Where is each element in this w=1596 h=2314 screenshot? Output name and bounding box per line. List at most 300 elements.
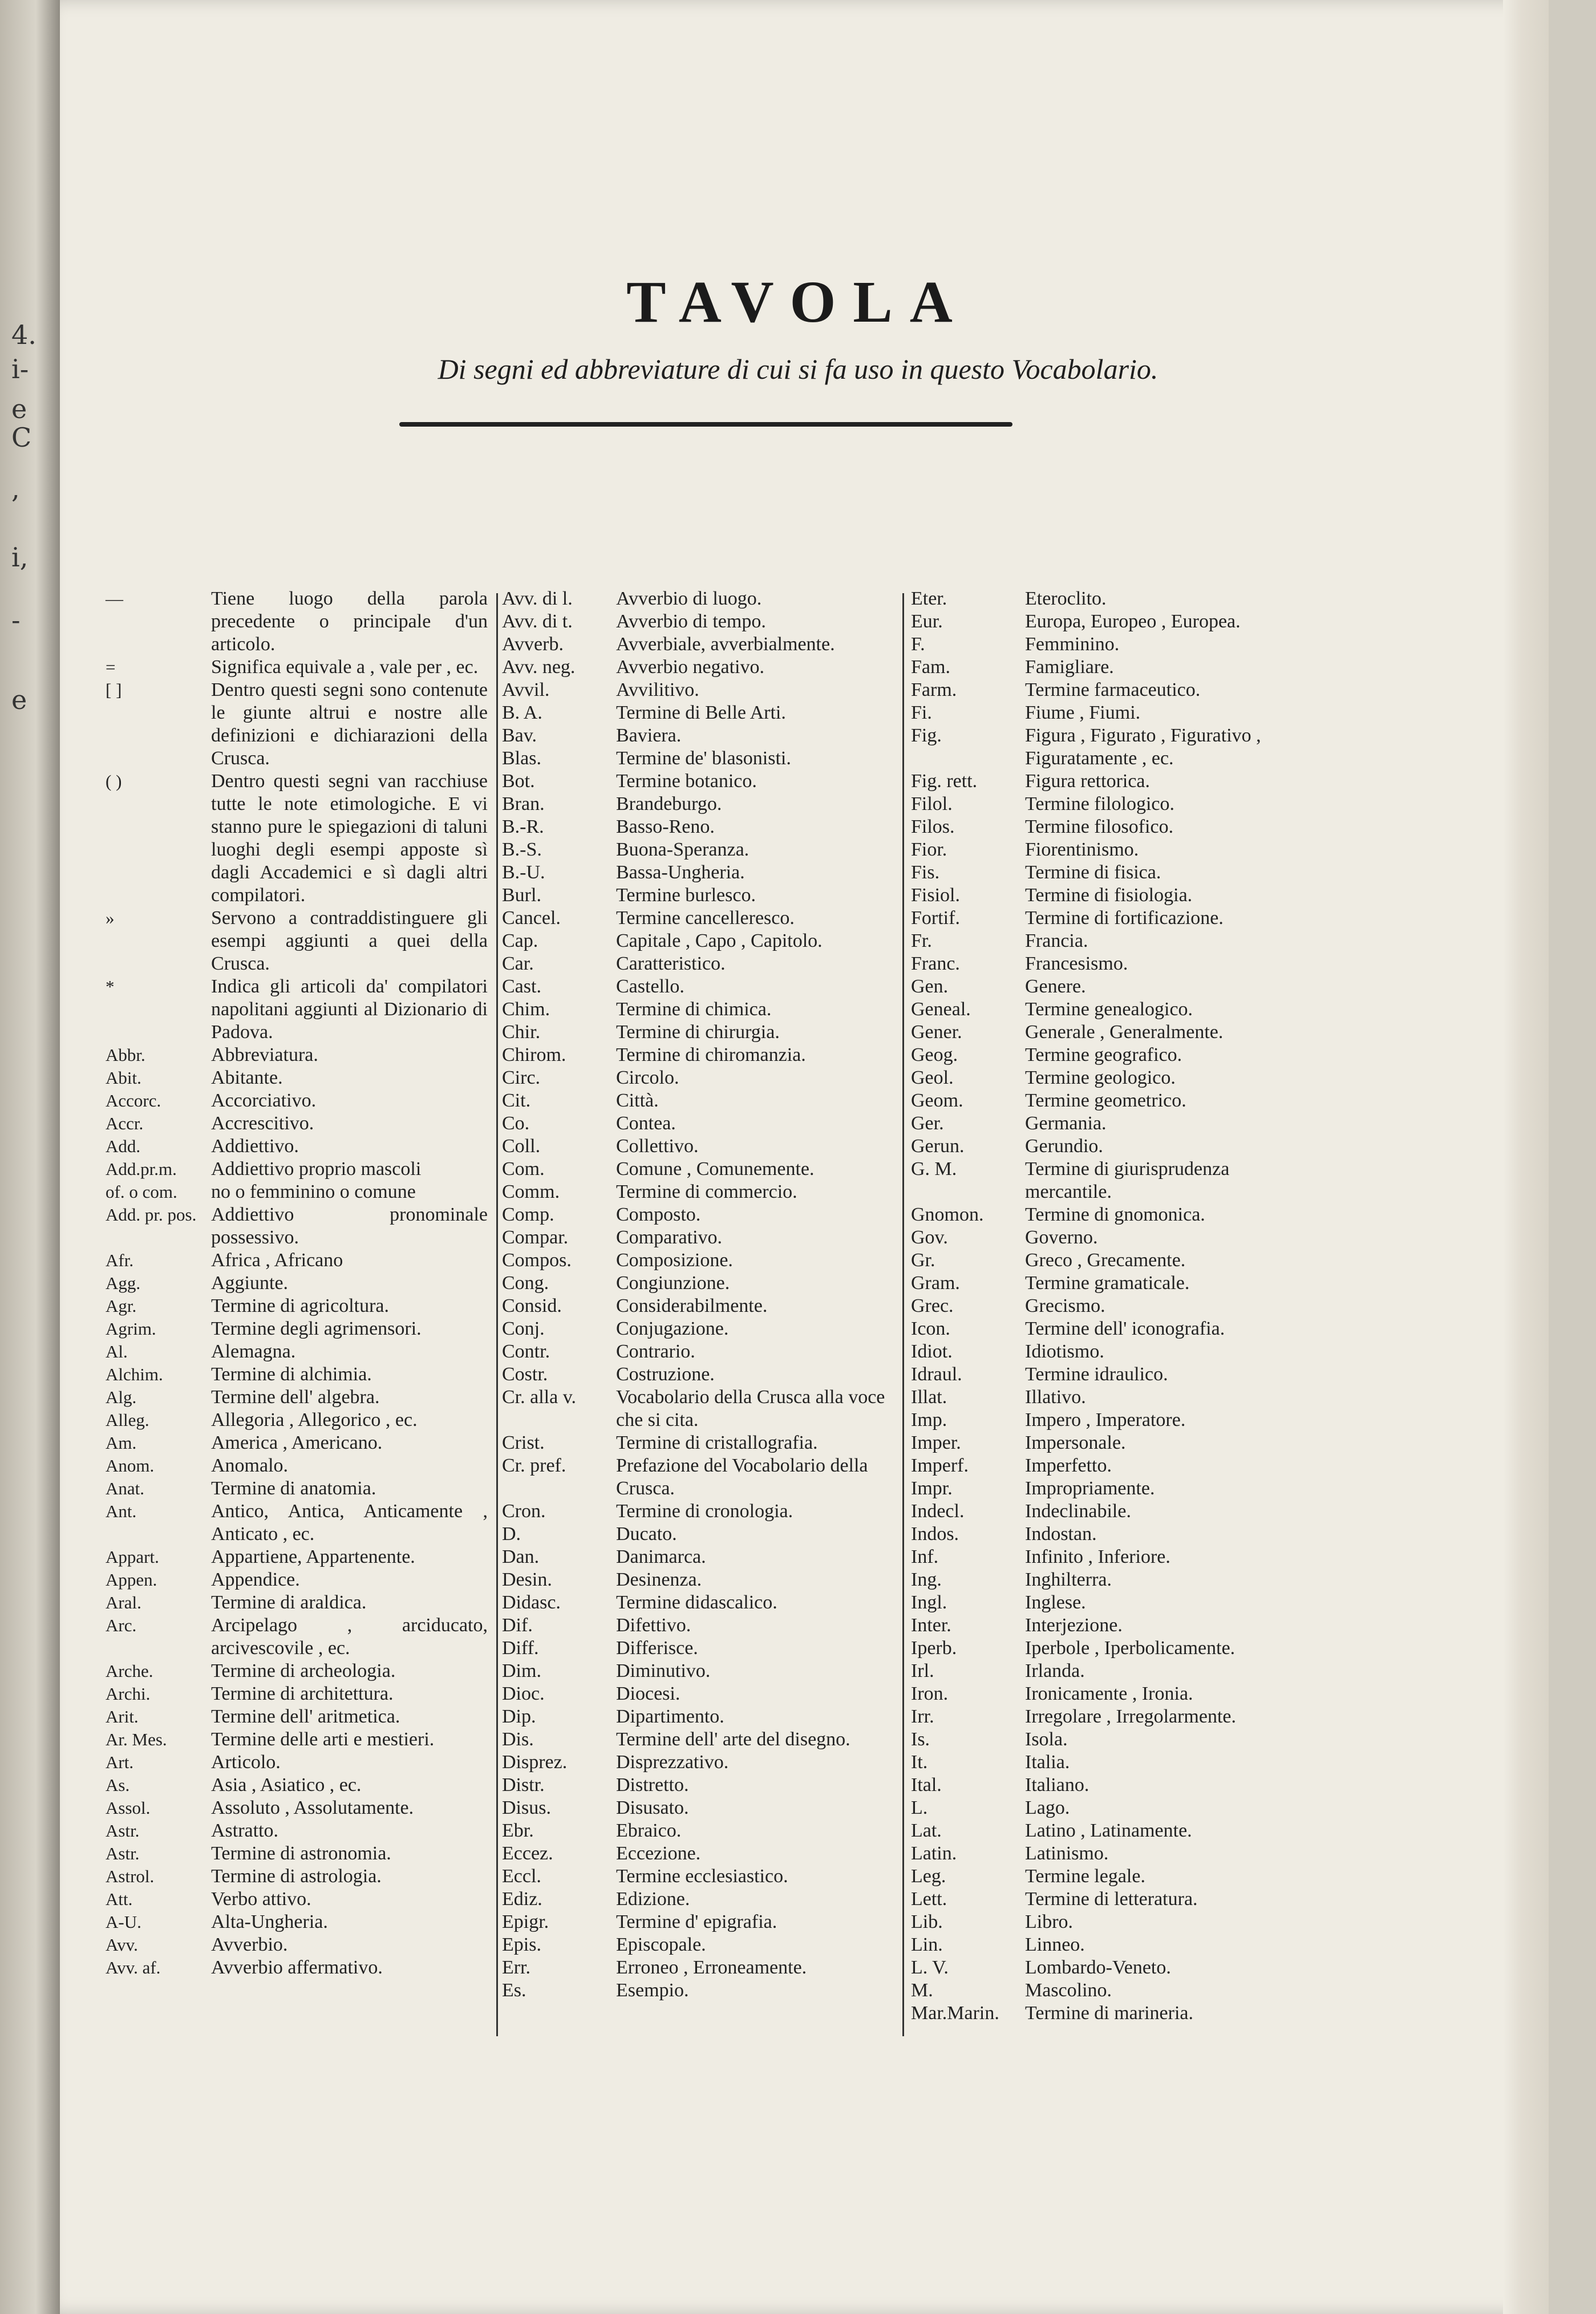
entry-definition: Eteroclito.: [1025, 588, 1107, 609]
entry-row: [502, 1454, 896, 1500]
entry-row: [911, 1021, 1305, 1044]
entry-definition: Greco , Grecamente.: [1025, 1250, 1186, 1271]
margin-fragment: 4.: [11, 319, 37, 350]
entry-row: [106, 1386, 488, 1409]
entry-definition: Termine cancelleresco.: [616, 907, 795, 929]
margin-fragment: e: [11, 684, 27, 715]
entry-abbreviation: of. o com.: [106, 1182, 177, 1202]
entry-row: [106, 1272, 488, 1295]
entry-definition: Avverbio affermativo.: [211, 1957, 383, 1978]
entry-definition: Allegoria , Allegorico , ec.: [211, 1409, 418, 1430]
entry-definition: Termine genealogico.: [1025, 999, 1193, 1020]
entry-definition: Irregolare , Irregolarmente.: [1025, 1706, 1236, 1727]
entry-row: [502, 1683, 896, 1705]
entry-definition: Servono a contraddistinguere gli esempi aggiunti a quei della Crusca.: [211, 907, 488, 974]
entry-abbreviation: Anom.: [106, 1456, 155, 1476]
entry-abbreviation: Latin.: [911, 1843, 957, 1864]
entry-definition: Termine di chiromanzia.: [616, 1044, 806, 1065]
entry-abbreviation: Appen.: [106, 1570, 157, 1590]
entry-abbreviation: Iperb.: [911, 1638, 957, 1659]
entry-row: [911, 975, 1305, 998]
title-rule: [399, 422, 1012, 427]
entry-definition: Dipartimento.: [616, 1706, 724, 1727]
entry-abbreviation: G. M.: [911, 1158, 957, 1180]
entry-definition: Generale , Generalmente.: [1025, 1022, 1224, 1043]
entry-abbreviation: Ger.: [911, 1113, 944, 1134]
entry-definition: Appendice.: [211, 1569, 300, 1590]
entry-abbreviation: Avv. af.: [106, 1958, 161, 1977]
entry-abbreviation: =: [106, 657, 116, 677]
entry-definition: Figura rettorica.: [1025, 771, 1151, 792]
entry-row: [502, 633, 896, 656]
entry-abbreviation: Gov.: [911, 1227, 948, 1248]
entry-abbreviation: Arit.: [106, 1707, 139, 1727]
entry-row: [911, 1226, 1305, 1249]
entry-abbreviation: Cast.: [502, 976, 541, 997]
entry-abbreviation: Crist.: [502, 1432, 545, 1453]
entry-abbreviation: A-U.: [106, 1912, 141, 1932]
entry-abbreviation: [ ]: [106, 680, 122, 700]
entry-row: [502, 1705, 896, 1728]
entry-row: [502, 1865, 896, 1888]
entry-definition: Termine geometrico.: [1025, 1090, 1186, 1111]
entry-definition: Baviera.: [616, 725, 682, 746]
entry-definition: Disprezzativo.: [616, 1752, 729, 1773]
entry-row: [502, 1751, 896, 1774]
entry-row: [911, 1591, 1305, 1614]
entry-abbreviation: Leg.: [911, 1866, 946, 1887]
entry-row: [502, 930, 896, 953]
entry-definition: Italiano.: [1025, 1774, 1089, 1796]
entry-row: [911, 770, 1305, 793]
entry-row: [911, 930, 1305, 953]
entry-abbreviation: Comm.: [502, 1181, 560, 1202]
entry-row: [911, 633, 1305, 656]
entry-definition: Africa , Africano: [211, 1250, 343, 1271]
entry-abbreviation: Disprez.: [502, 1752, 568, 1773]
entry-abbreviation: Lat.: [911, 1820, 942, 1841]
entry-row: [502, 1546, 896, 1569]
entry-abbreviation: B.-R.: [502, 816, 544, 837]
entry-row: [106, 1089, 488, 1112]
entry-definition: Comune , Comunemente.: [616, 1158, 815, 1180]
entry-row: [502, 1956, 896, 1979]
margin-fragment: i,: [11, 542, 29, 573]
entry-row: [106, 1911, 488, 1934]
entry-abbreviation: Astrol.: [106, 1866, 155, 1886]
entry-row: [502, 1614, 896, 1637]
entry-row: [911, 1979, 1305, 2002]
entry-row: [106, 587, 488, 656]
entry-abbreviation: Avvil.: [502, 679, 550, 700]
entry-row: [911, 1249, 1305, 1272]
entry-row: [911, 1454, 1305, 1477]
entry-abbreviation: Art.: [106, 1752, 134, 1772]
entry-abbreviation: »: [106, 908, 115, 928]
entry-definition: Antico, Antica, Anticamente , Anticato , ec.: [211, 1501, 488, 1545]
entry-abbreviation: Ediz.: [502, 1889, 542, 1910]
entry-row: [911, 1956, 1305, 1979]
entry-row: [106, 1203, 488, 1249]
entry-row: [911, 1934, 1305, 1956]
entry-definition: Eccezione.: [616, 1843, 701, 1864]
entry-definition: Termine di astrologia.: [211, 1866, 382, 1887]
entry-abbreviation: Agg.: [106, 1273, 141, 1293]
entry-definition: Latino , Latinamente.: [1025, 1820, 1192, 1841]
entry-definition: Linneo.: [1025, 1934, 1085, 1955]
entry-row: [106, 1705, 488, 1728]
entry-definition: Europa, Europeo , Europea.: [1025, 611, 1241, 632]
entry-abbreviation: Avverb.: [502, 634, 564, 655]
entry-abbreviation: Blas.: [502, 748, 541, 769]
entry-definition: Termine legale.: [1025, 1866, 1145, 1887]
entry-row: [502, 1911, 896, 1934]
entry-row: [502, 587, 896, 610]
entry-abbreviation: Err.: [502, 1957, 531, 1978]
entry-row: [106, 1956, 488, 1979]
entry-row: [911, 1888, 1305, 1911]
entry-definition: Considerabilmente.: [616, 1295, 768, 1316]
entry-abbreviation: Afr.: [106, 1250, 134, 1270]
entry-definition: Termine di fisiologia.: [1025, 885, 1193, 906]
entry-row: [502, 953, 896, 975]
entry-abbreviation: Alg.: [106, 1387, 137, 1407]
entry-row: [911, 1409, 1305, 1432]
entry-abbreviation: Ant.: [106, 1501, 137, 1521]
entry-definition: Termine degli agrimensori.: [211, 1318, 422, 1339]
entry-row: [106, 1249, 488, 1272]
entry-definition: Termine di architettura.: [211, 1683, 394, 1704]
entry-definition: Termine di gnomonica.: [1025, 1204, 1205, 1225]
entry-abbreviation: Geol.: [911, 1067, 954, 1088]
entry-row: [502, 1637, 896, 1660]
entry-row: [911, 1728, 1305, 1751]
entry-row: [106, 1842, 488, 1865]
entry-definition: Buona-Speranza.: [616, 839, 750, 860]
entry-abbreviation: Avv. di l.: [502, 588, 573, 609]
entry-definition: Figura , Figurato , Figurativo , Figuratamente , ec.: [1025, 725, 1261, 769]
entry-abbreviation: Imp.: [911, 1409, 947, 1430]
entry-row: [911, 1637, 1305, 1660]
entry-row: [502, 656, 896, 679]
entry-abbreviation: Am.: [106, 1433, 137, 1453]
entry-abbreviation: Fortif.: [911, 907, 960, 929]
entry-abbreviation: L. V.: [911, 1957, 949, 1978]
entry-row: [911, 587, 1305, 610]
entry-row: [106, 1432, 488, 1454]
entry-abbreviation: Alchim.: [106, 1364, 163, 1384]
entry-row: [911, 1089, 1305, 1112]
entry-definition: Contrario.: [616, 1341, 695, 1362]
entry-abbreviation: Aral.: [106, 1592, 141, 1612]
entry-definition: Termine burlesco.: [616, 885, 756, 906]
entry-row: [502, 1249, 896, 1272]
entry-abbreviation: Indecl.: [911, 1501, 965, 1522]
column-divider: [902, 593, 904, 2036]
entry-abbreviation: Ing.: [911, 1569, 942, 1590]
entry-definition: Termine di marineria.: [1025, 2003, 1193, 2024]
entry-row: [911, 1363, 1305, 1386]
entry-definition: Termine didascalico.: [616, 1592, 777, 1613]
entry-definition: Indica gli articoli da' compilatori napolitani aggiunti al Dizionario di Padova.: [211, 976, 488, 1043]
entry-abbreviation: Fior.: [911, 839, 947, 860]
entry-row: [502, 1842, 896, 1865]
entry-abbreviation: Mar.Marin.: [911, 2003, 999, 2024]
entry-row: [911, 1523, 1305, 1546]
entry-abbreviation: As.: [106, 1775, 130, 1795]
entry-definition: Femminino.: [1025, 634, 1120, 655]
entry-definition: Termine di fisica.: [1025, 862, 1161, 883]
entry-abbreviation: Avv. di t.: [502, 611, 573, 632]
entry-definition: Impropriamente.: [1025, 1478, 1155, 1499]
entry-abbreviation: Gener.: [911, 1022, 962, 1043]
entry-abbreviation: Cong.: [502, 1273, 549, 1294]
entry-abbreviation: Inf.: [911, 1546, 939, 1567]
entry-row: [106, 907, 488, 975]
entry-row: [106, 1409, 488, 1432]
margin-fragment: C: [11, 422, 32, 453]
entry-abbreviation: Fi.: [911, 702, 932, 723]
entry-row: [911, 1112, 1305, 1135]
entry-row: [106, 1295, 488, 1318]
entry-definition: Composto.: [616, 1204, 701, 1225]
entry-row: [911, 793, 1305, 816]
entry-abbreviation: Eur.: [911, 611, 943, 632]
entry-row: [911, 1865, 1305, 1888]
entry-row: [911, 1044, 1305, 1067]
entry-definition: Termine geografico.: [1025, 1044, 1182, 1065]
entry-abbreviation: Burl.: [502, 885, 541, 906]
entry-abbreviation: Chirom.: [502, 1044, 566, 1065]
entry-row: [911, 1751, 1305, 1774]
entry-definition: Gerundio.: [1025, 1136, 1103, 1157]
entry-definition: Avverbio.: [211, 1934, 288, 1955]
page-subtitle: Di segni ed abbreviature di cui si fa uso in questo Vocabolario.: [438, 353, 1158, 385]
entry-abbreviation: Astr.: [106, 1821, 140, 1841]
entry-definition: Contea.: [616, 1113, 676, 1134]
margin-fragment: -: [11, 605, 21, 635]
entry-definition: Comparativo.: [616, 1227, 723, 1248]
entry-definition: Circolo.: [616, 1067, 679, 1088]
entry-definition: Avvilitivo.: [616, 679, 699, 700]
entry-definition: Indeclinabile.: [1025, 1501, 1131, 1522]
entry-row: [911, 1067, 1305, 1089]
entry-definition: Inglese.: [1025, 1592, 1086, 1613]
entry-row: [106, 1477, 488, 1500]
entry-abbreviation: Cr. alla v.: [502, 1387, 576, 1408]
entry-abbreviation: Al.: [106, 1342, 128, 1361]
entry-row: [106, 1318, 488, 1340]
entry-abbreviation: Iron.: [911, 1683, 949, 1704]
entry-row: [502, 816, 896, 838]
entry-abbreviation: Inter.: [911, 1615, 951, 1636]
entry-definition: Termine dell' iconografia.: [1025, 1318, 1225, 1339]
entry-row: [911, 1683, 1305, 1705]
entry-definition: Termine di Belle Arti.: [616, 702, 786, 723]
entry-abbreviation: Accr.: [106, 1113, 144, 1133]
entry-definition: Termine di alchimia.: [211, 1364, 372, 1385]
entry-definition: Impero , Imperatore.: [1025, 1409, 1186, 1430]
entry-abbreviation: Imper.: [911, 1432, 961, 1453]
entry-row: [911, 2002, 1305, 2025]
entry-definition: Latinismo.: [1025, 1843, 1109, 1864]
entry-abbreviation: Gerun.: [911, 1136, 965, 1157]
entry-row: [911, 610, 1305, 633]
entry-definition: Termine di fortificazione.: [1025, 907, 1224, 929]
entry-abbreviation: Chir.: [502, 1022, 541, 1043]
entry-abbreviation: Filos.: [911, 816, 955, 837]
entry-abbreviation: Compos.: [502, 1250, 572, 1271]
entry-definition: Addiettivo proprio mascoli: [211, 1158, 422, 1180]
entry-abbreviation: Co.: [502, 1113, 530, 1134]
entry-row: [106, 1546, 488, 1569]
entry-abbreviation: *: [106, 976, 115, 996]
entry-abbreviation: Archi.: [106, 1684, 151, 1704]
entry-row: [106, 1819, 488, 1842]
entry-definition: Verbo attivo.: [211, 1889, 311, 1910]
entry-definition: Termine di cronologia.: [616, 1501, 793, 1522]
entry-row: [502, 838, 896, 861]
entry-definition: Termine di archeologia.: [211, 1660, 396, 1681]
entry-row: [911, 1911, 1305, 1934]
entry-definition: Mascolino.: [1025, 1980, 1112, 2001]
entry-row: [502, 1021, 896, 1044]
entry-definition: Termine geologico.: [1025, 1067, 1176, 1088]
entry-abbreviation: Gnomon.: [911, 1204, 984, 1225]
entry-row: [911, 1295, 1305, 1318]
entry-abbreviation: Ebr.: [502, 1820, 534, 1841]
entry-row: [911, 998, 1305, 1021]
entry-row: [106, 1067, 488, 1089]
entry-abbreviation: Gram.: [911, 1273, 960, 1294]
entry-abbreviation: Ar. Mes.: [106, 1729, 167, 1749]
entry-definition: Genere.: [1025, 976, 1086, 997]
page-title: TAVOLA: [626, 269, 970, 335]
entry-definition: Impersonale.: [1025, 1432, 1126, 1453]
entry-abbreviation: Agrim.: [106, 1319, 156, 1339]
entry-abbreviation: Coll.: [502, 1136, 541, 1157]
entry-row: [502, 1386, 896, 1432]
entry-definition: Abitante.: [211, 1067, 283, 1088]
entry-definition: Diminutivo.: [616, 1660, 711, 1681]
entry-row: [502, 1112, 896, 1135]
entry-row: [911, 1546, 1305, 1569]
entry-definition: Termine dell' algebra.: [211, 1387, 380, 1408]
entry-row: [911, 1500, 1305, 1523]
entry-row: [502, 770, 896, 793]
entry-row: [502, 1569, 896, 1591]
entry-definition: Prefazione del Vocabolario della Crusca.: [616, 1455, 868, 1499]
entry-row: [502, 679, 896, 702]
entry-abbreviation: Grec.: [911, 1295, 954, 1316]
entry-abbreviation: Gen.: [911, 976, 949, 997]
entry-abbreviation: Imperf.: [911, 1455, 969, 1476]
entry-abbreviation: Alleg.: [106, 1410, 149, 1430]
entry-abbreviation: Es.: [502, 1980, 526, 2001]
entry-row: [502, 1523, 896, 1546]
entry-abbreviation: Add.: [106, 1136, 141, 1156]
entry-row: [502, 793, 896, 816]
entry-row: [911, 1432, 1305, 1454]
entry-row: [502, 747, 896, 770]
entry-row: [502, 1226, 896, 1249]
entry-definition: Termine di letteratura.: [1025, 1889, 1198, 1910]
entry-definition: Caratteristico.: [616, 953, 726, 974]
entry-abbreviation: L.: [911, 1797, 928, 1818]
entry-abbreviation: Is.: [911, 1729, 930, 1750]
entry-definition: Asia , Asiatico , ec.: [211, 1774, 362, 1796]
entry-definition: Dentro questi segni van racchiuse tutte le note etimologiche. E vi stanno pure le spiegazioni di taluni luoghi degli esempi apposte sì dagli Accademici e sì dagli altri compilatori.: [211, 771, 488, 906]
entry-row: [106, 1135, 488, 1158]
entry-abbreviation: Accorc.: [106, 1091, 161, 1111]
entry-abbreviation: Illat.: [911, 1387, 947, 1408]
entry-definition: Alemagna.: [211, 1341, 296, 1362]
entry-row: [502, 1660, 896, 1683]
entry-row: [502, 610, 896, 633]
entry-row: [106, 1751, 488, 1774]
entry-row: [911, 1340, 1305, 1363]
entry-definition: Castello.: [616, 976, 684, 997]
entry-definition: Collettivo.: [616, 1136, 699, 1157]
entry-row: [106, 1865, 488, 1888]
entry-definition: Indostan.: [1025, 1523, 1097, 1545]
entry-definition: Desinenza.: [616, 1569, 702, 1590]
entry-definition: Dentro questi segni sono contenute le giunte altrui e nostre alle definizioni e dichiarazioni della Crusca.: [211, 679, 488, 769]
entry-abbreviation: Eccl.: [502, 1866, 541, 1887]
entry-row: [502, 1181, 896, 1203]
entry-row: [106, 1614, 488, 1660]
entry-row: [911, 679, 1305, 702]
entry-abbreviation: Cancel.: [502, 907, 561, 929]
entry-row: [502, 1203, 896, 1226]
entry-abbreviation: Icon.: [911, 1318, 950, 1339]
margin-fragment: e: [11, 394, 27, 424]
entry-row: [502, 1934, 896, 1956]
entry-row: [502, 1340, 896, 1363]
entry-definition: Differisce.: [616, 1638, 698, 1659]
entry-row: [502, 1363, 896, 1386]
entry-abbreviation: Diff.: [502, 1638, 539, 1659]
entry-definition: Episcopale.: [616, 1934, 706, 1955]
entry-definition: Aggiunte.: [211, 1273, 289, 1294]
entry-abbreviation: B.-S.: [502, 839, 542, 860]
entry-definition: Abbreviatura.: [211, 1044, 318, 1065]
entry-definition: Termine di giurisprudenza mercantile.: [1025, 1158, 1230, 1202]
entry-row: [106, 770, 488, 907]
entry-row: [502, 702, 896, 724]
entry-definition: Assoluto , Assolutamente.: [211, 1797, 414, 1818]
entry-abbreviation: —: [106, 589, 123, 609]
entry-definition: Ducato.: [616, 1523, 677, 1545]
entry-definition: Vocabolario della Crusca alla voce che si cita.: [616, 1387, 885, 1430]
entry-row: [106, 1569, 488, 1591]
entry-definition: Città.: [616, 1090, 659, 1111]
entry-definition: Termine de' blasonisti.: [616, 748, 791, 769]
entry-abbreviation: Impr.: [911, 1478, 953, 1499]
entry-row: [502, 1295, 896, 1318]
entry-row: [502, 1318, 896, 1340]
entry-abbreviation: Com.: [502, 1158, 545, 1180]
entry-abbreviation: Arche.: [106, 1661, 153, 1681]
entry-abbreviation: Distr.: [502, 1774, 545, 1796]
entry-row: [911, 907, 1305, 930]
entry-row: [911, 1614, 1305, 1637]
entry-abbreviation: Gr.: [911, 1250, 935, 1271]
entry-definition: Termine farmaceutico.: [1025, 679, 1201, 700]
entry-definition: Congiunzione.: [616, 1273, 730, 1294]
entry-row: [911, 1203, 1305, 1226]
entry-abbreviation: Epigr.: [502, 1911, 549, 1932]
